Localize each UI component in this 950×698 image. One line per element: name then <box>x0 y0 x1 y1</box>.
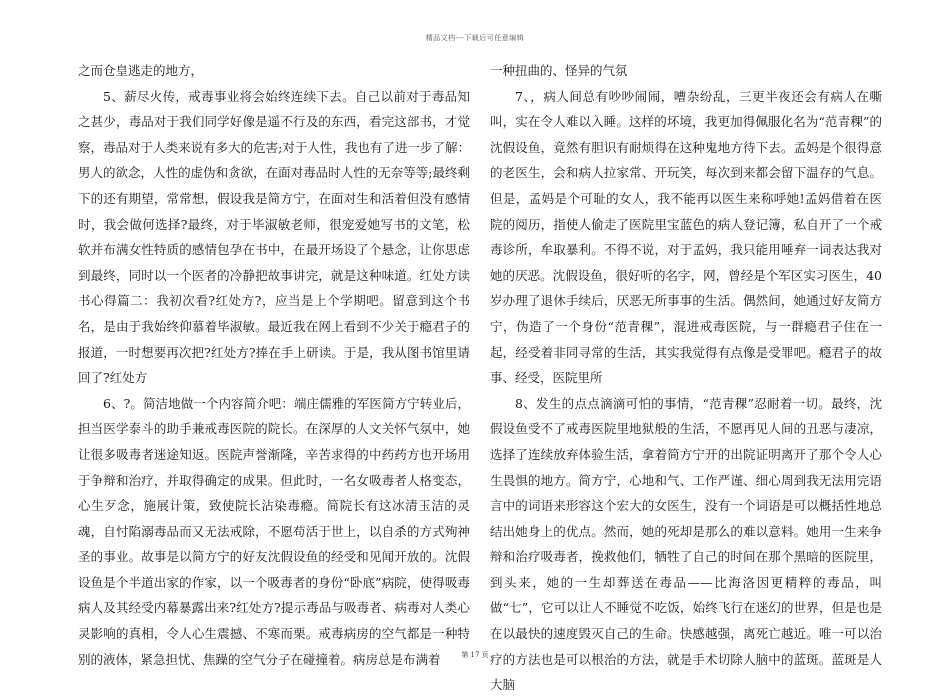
page-header: 精品文档---下载后可任意编辑 <box>425 34 525 42</box>
paragraph: 8、发生的点点滴滴可怕的事情，“范青稞”忍耐着一切。最终，沈假设鱼受不了戒毒医院里地狱般的生活，不愿再见人间的丑恶与凄凉，选择了连续放弃体验生活，拿着简方宁开的出院证明离开了那个令人心生畏惧的地方。简方宁，心地和气、工作严谨、细心周到我无法用完语言中的词语来形容这个宏大的女医生，没有一个词语是可以概括性地总结出她身上的优点。然而，她的死却是那么的难以意料。她用一生来争辩和治疗吸毒者，挽救他们，牺牲了自己的时间在那个黑暗的医院里，到头来，她的一生却葬送在毒品——比海洛因更精粹的毒品，叫做“七”，它可以让人不睡觉不吃饭，始终飞行在迷幻的世界，但是也是在以最快的速度毁灭自己的生命。快感越强，离死亡越近。唯一可以治疗的方法也是可以根治的方法，就是手术切除人脑中的蓝斑。蓝斑是人大脑 <box>490 395 882 693</box>
right-column <box>490 58 882 698</box>
paragraph: 一种扭曲的、怪异的气氛 <box>490 63 628 78</box>
paragraph: 6、?。简洁地做一个内容简介吧：端庄儒雅的军医简方宁转业后，担当医学泰斗的助手兼戒毒医院的院长。在深厚的人文关怀气氛中，她让很多吸毒者迷途知返。医院声誉渐隆，辛苦求得的中药药方也开场用于争辩和治疗，并取得确定的成果。但此时，一名女吸毒者人格变态，心生歹念，施展计策，致使院长沾染毒瘾。简院长有这冰清玉洁的灵魂，自忖陷溺毒品而又无法戒除，不愿苟活于世上，以自杀的方式殉神圣的事业。故事是以简方宁的好友沈假设鱼的经受和见闻开放的。沈假设鱼是个半道出家的作家，以一个吸毒者的身份“卧底”病院，使得吸毒病人及其经受内幕暴露出来?红处方?提示毒品与吸毒者、病毒对人类心灵影响的真相，令人心生震撼、不寒而栗。戒毒病房的空气都是一种特别的液体，紧急担忧、焦躁的空气分子在碰撞着。病房总是布满着 <box>78 395 470 667</box>
paragraph: 之而仓皇逃走的地方， <box>78 63 204 78</box>
page-number: 第 17 页 <box>461 651 489 659</box>
left-column <box>78 58 470 672</box>
paragraph: 5、薪尽火传，戒毒事业将会始终连续下去。自己以前对于毒品知之甚少，毒品对于我们同学好像是遥不行及的东西，看完这部书，才觉察，毒品对于人类来说有多大的危害;对于人性，我也有了进一步了解：男人的欲念，人性的虚伪和贪欲，在面对毒品时人性的无奈等等;最终剩下的还有期望，常常想，假设我是简方宁，在面对生和活着但没有感情时，我会做何选择?最终，对于毕淑敏老师，很宠爱她写书的文笔，松软并布满女性特质的感情包孕在书中，在最开场设了个悬念，让你思虑到最终，同时以一个医者的冷静把故事讲完，就是这种味道。红处方读书心得篇二：我初次看?红处方?，应当是上个学期吧。留意到这个书名，是由于我始终仰慕着毕淑敏。最近我在网上看到不少关于瘾君子的报道，一时想要再次把?红处方?捧在手上研读。于是，我从图书馆里请回了?红处方 <box>78 88 470 386</box>
paragraph: 7、，病人间总有吵吵闹闹，嘈杂纷乱，三更半夜还会有病人在嘶叫，实在令人难以入睡。这样的坏境，我更加得佩服化名为“范青稞”的沈假设鱼，竟然有胆识有耐烦得在这种鬼地方待下去。孟妈是个很得意的老医生，会和病人拉家常、开玩笑，每次到来都会留下温存的气息。但是，孟妈是个可耻的女人，我不能再以医生来称呼她!孟妈借着在医院的阅历，指使人偷走了医院里宝蓝色的病人登记簿，私自开了一个戒毒诊所，牟取暴利。不得不说，对于孟妈，我只能用唾弃一词表达我对她的厌恶。沈假设鱼，很好听的名字，网，曾经是个军区实习医生，40岁办理了退休手续后，厌恶无所事事的生活。偶然间，她通过好友简方宁，伪造了一个身份“范青稞”，混进戒毒医院，与一群瘾君子住在一起，经受着非同寻常的生活，其实我觉得有点像是受罪吧。瘾君子的故事、经受，医院里所 <box>490 88 882 386</box>
